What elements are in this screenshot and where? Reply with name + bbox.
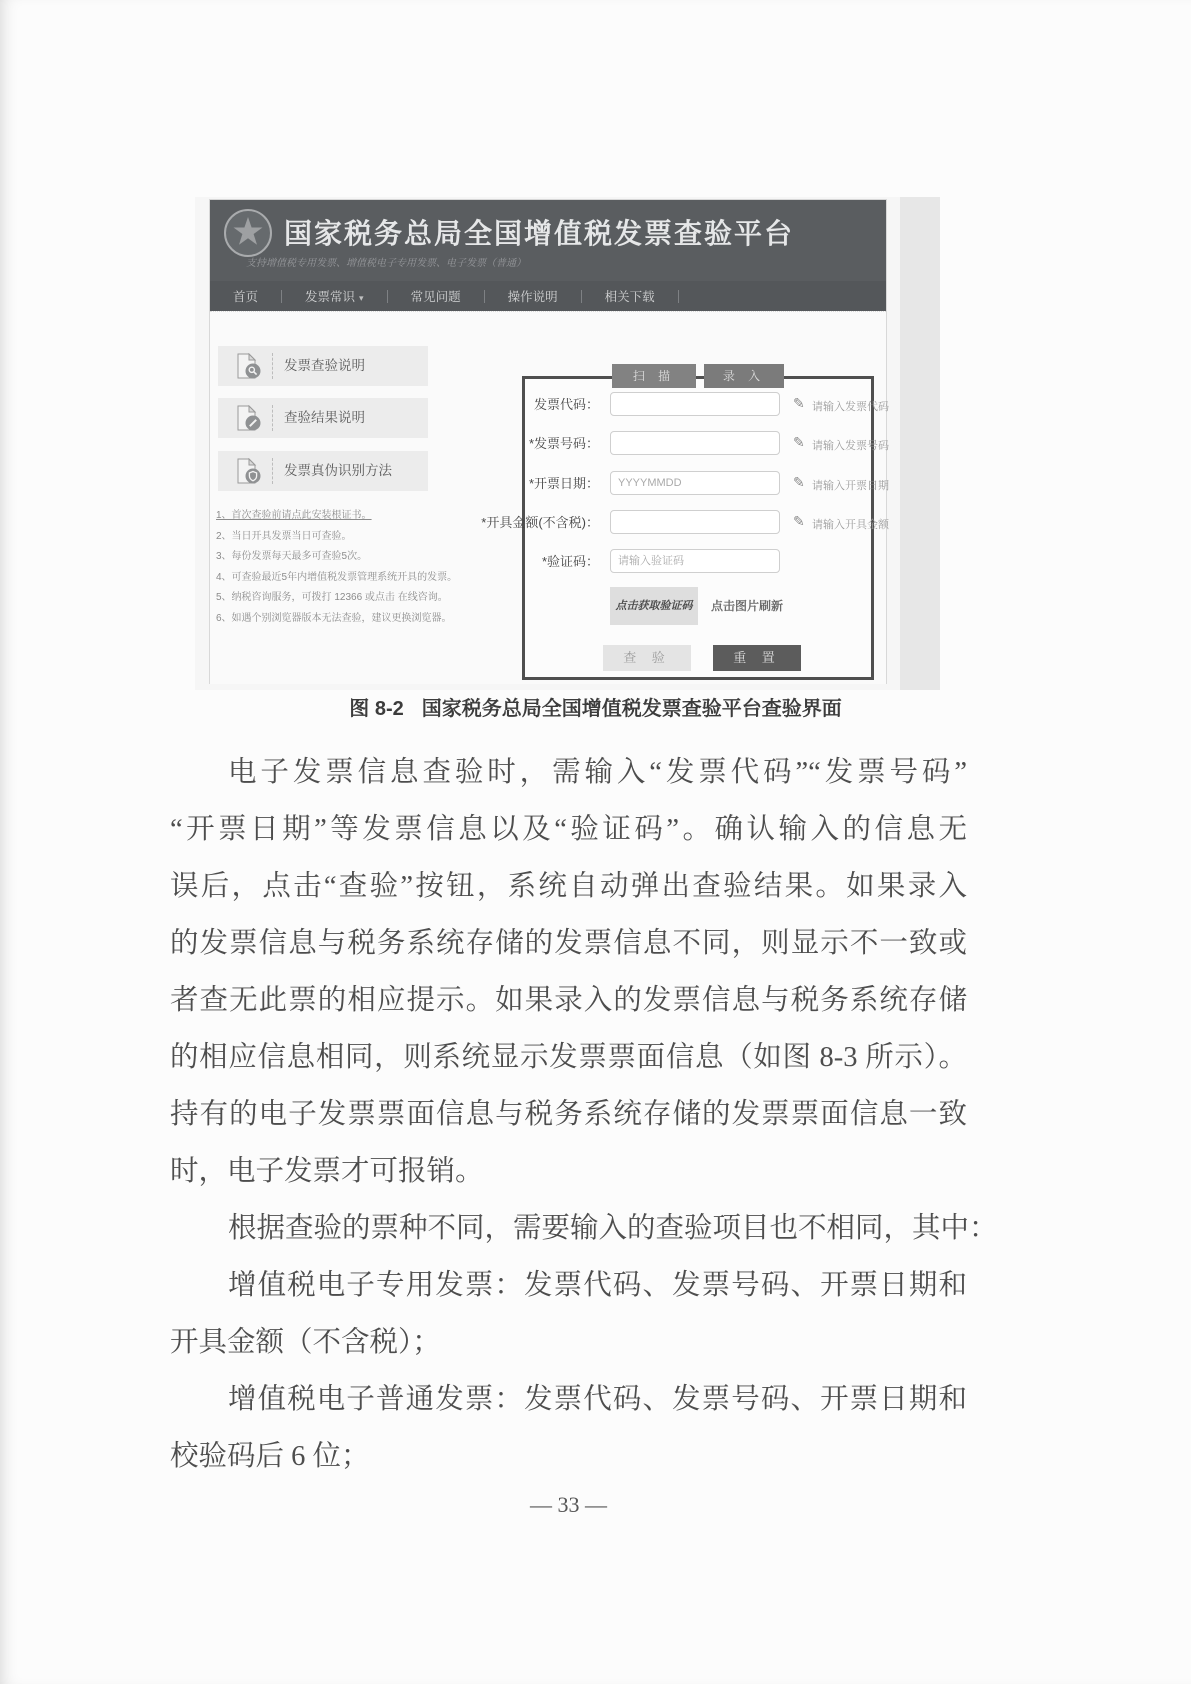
document-magnifier-icon (235, 353, 261, 379)
sidebar-item-label: 发票查验说明 (284, 358, 365, 373)
body-line: 的相应信息相同，则系统显示发票票面信息（如图 8-3 所示）。 (170, 1042, 967, 1073)
note-item: 6、如遇个别浏览器版本无法查验，建议更换浏览器。 (216, 612, 452, 624)
document-pencil-icon (235, 405, 261, 431)
nav-item-invoice-knowledge[interactable] (282, 287, 387, 305)
screenshot-right-margin (900, 197, 940, 690)
body-line: 的发票信息与税务系统存储的发票信息不同，则显示不一致或 (170, 928, 967, 959)
body-line: 增值税电子专用发票：发票代码、发票号码、开票日期和 (228, 1270, 967, 1301)
pencil-icon: ✎ (793, 434, 805, 450)
amount-label: *开具金额(不含税)： (481, 515, 599, 530)
note-item: 3、每份发票每天最多可查验5次。 (216, 551, 368, 562)
captcha-input[interactable] (610, 549, 780, 573)
body-text (170, 744, 998, 1485)
captcha-image[interactable]: 点击获取验证码 (610, 587, 698, 625)
form-row-invoice-number (525, 431, 889, 457)
card-divider (272, 353, 273, 379)
nav-item-instructions[interactable]: 操作说明 (507, 290, 558, 304)
invoice-verify-form (481, 369, 889, 680)
verify-button[interactable]: 查 验 (603, 645, 691, 671)
invoice-number-label: *发票号码： (528, 436, 599, 451)
form-row-invoice-code (525, 392, 889, 418)
card-divider (272, 458, 273, 484)
form-row-amount-excl-tax (481, 510, 889, 536)
sidebar-item-label: 发票真伪识别方法 (284, 463, 392, 478)
note-hotline-item[interactable]: 5、纳税咨询服务，可拨打 12366 或点击 在线咨询。 (216, 592, 448, 603)
sidebar-item-result-instructions[interactable] (218, 398, 428, 438)
platform-subtitle: 支持增值税专用发票、增值税电子专用发票、电子发票（普通） (246, 258, 526, 269)
captcha-label: *验证码： (541, 554, 599, 569)
invoice-code-input[interactable] (610, 392, 780, 416)
body-line: 增值税电子普通发票：发票代码、发票号码、开票日期和 (228, 1384, 967, 1415)
nav-item-home[interactable]: 首页 (233, 290, 259, 304)
body-line: 根据查验的票种不同，需要输入的查验项目也不相同，其中： (228, 1213, 998, 1244)
nav-item-label: 发票常识 (305, 290, 356, 304)
figure-caption-number: 图 8-2 (349, 698, 404, 720)
nav-item-downloads[interactable]: 相关下载 (604, 290, 655, 304)
nav-separator (678, 290, 679, 303)
body-line: 误后，点击“查验”按钮，系统自动弹出查验结果。如果录入 (170, 871, 967, 902)
note-item: 2、当日开具发票当日可查验。 (216, 530, 352, 542)
invoice-date-input[interactable] (610, 471, 780, 495)
figure-caption (0, 692, 1191, 721)
body-line: 校验码后 6 位； (170, 1441, 370, 1472)
note-install-certificate-link[interactable]: 1、首次查验前请点此安装根证书。 (216, 510, 372, 521)
card-divider (272, 405, 273, 431)
body-line: “开票日期”等发票信息以及“验证码”。确认输入的信息无 (170, 814, 967, 845)
platform-navbar (210, 281, 886, 311)
figure-8-2-screenshot (195, 197, 940, 690)
chevron-down-icon: ▾ (359, 293, 364, 303)
form-row-captcha (525, 549, 871, 575)
invoice-date-label: *开票日期： (528, 476, 599, 491)
invoice-number-input[interactable] (610, 431, 780, 455)
figure-caption-text: 国家税务总局全国增值税发票查验平台查验界面 (421, 698, 842, 720)
platform-content (210, 311, 889, 684)
invoice-number-hint: 请输入发票号码 (812, 440, 889, 452)
sidebar-item-label: 查验结果说明 (284, 410, 365, 425)
tab-scan[interactable]: 扫 描 (612, 364, 696, 388)
invoice-code-label: 发票代码： (533, 397, 599, 412)
sidebar-item-authenticity-method[interactable] (218, 451, 428, 491)
body-line: 电子发票信息查验时，需输入“发票代码”“发票号码” (228, 757, 967, 788)
sidebar-item-verify-instructions[interactable] (218, 346, 428, 386)
nav-item-faq[interactable]: 常见问题 (410, 290, 461, 304)
body-line: 者查无此票的相应提示。如果录入的发票信息与税务系统存储 (170, 985, 967, 1016)
body-line: 时，电子发票才可报销。 (170, 1156, 484, 1187)
invoice-code-hint: 请输入发票代码 (812, 401, 889, 413)
tab-manual-entry[interactable]: 录 入 (704, 364, 784, 388)
platform-title: 国家税务总局全国增值税发票查验平台 (284, 218, 795, 249)
amount-hint: 请输入开具金额 (812, 519, 889, 531)
pencil-icon: ✎ (793, 513, 805, 529)
invoice-verify-platform-window (210, 200, 889, 683)
amount-input[interactable] (610, 510, 780, 534)
invoice-date-hint: 请输入开票日期 (812, 480, 889, 492)
pencil-icon: ✎ (793, 474, 805, 490)
captcha-refresh-hint[interactable]: 点击图片刷新 (711, 599, 784, 613)
platform-header (210, 200, 886, 281)
page-number: — 33 — (530, 1492, 607, 1517)
body-line: 开具金额（不含税）； (170, 1327, 441, 1358)
document-shield-icon (235, 458, 261, 484)
tax-emblem-logo (223, 208, 273, 258)
pencil-icon: ✎ (793, 395, 805, 411)
body-line: 持有的电子发票票面信息与税务系统存储的发票票面信息一致 (170, 1099, 967, 1130)
note-item: 4、可查验最近5年内增值税发票管理系统开具的发票。 (216, 571, 458, 583)
reset-button[interactable]: 重 置 (713, 645, 801, 671)
form-row-invoice-date (525, 471, 889, 497)
